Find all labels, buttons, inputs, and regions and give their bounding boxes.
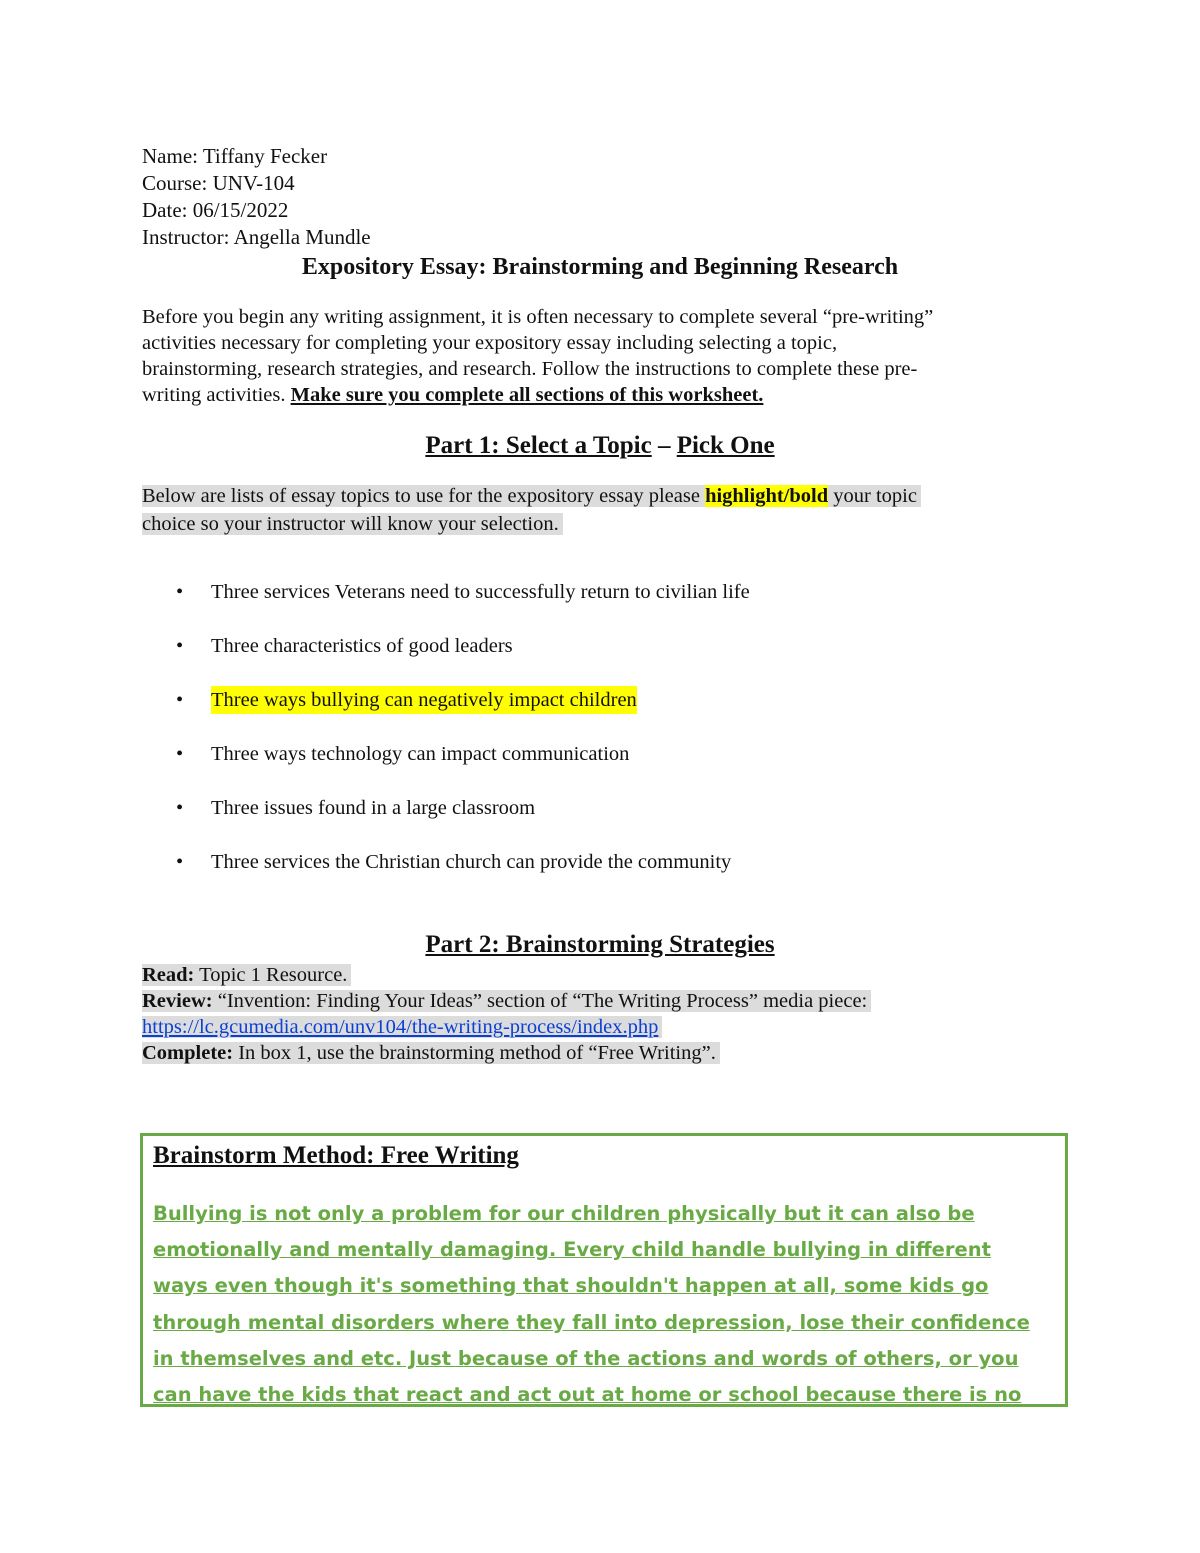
instruction-pre: Below are lists of essay topics to use for the expository essay please: [142, 485, 706, 507]
intro-line: brainstorming, research strategies, and research. Follow the instructions to complete these pre-: [142, 358, 918, 380]
free-writing-box: [140, 1133, 1068, 1407]
topic-text: Three issues found in a large classroom: [211, 797, 536, 819]
part1-instruction: [142, 482, 921, 538]
free-writing-line: emotionally and mentally damaging. Every child handle bullying in different: [153, 1238, 991, 1262]
intro-emphasis: Make sure you complete all sections of this worksheet.: [290, 384, 764, 406]
bullet-icon: •: [176, 797, 184, 819]
intro-line: [142, 382, 1062, 408]
course: Course: UNV-104: [142, 171, 295, 195]
free-writing-text: [153, 1196, 1058, 1407]
read-text: Topic 1 Resource.: [194, 964, 348, 986]
review-text: “Invention: Finding Your Ideas” section of “The Writing Process” media piece:: [212, 990, 868, 1012]
free-writing-line: ways even though it's something that shouldn't happen at all, some kids go: [153, 1274, 989, 1298]
bullet-icon: •: [176, 581, 184, 603]
intro-paragraph: [142, 304, 1062, 408]
part2-heading: [0, 929, 1200, 961]
topic-text-selected: Three ways bullying can negatively impact children: [211, 686, 637, 714]
topic-text: Three ways technology can impact communication: [211, 743, 630, 765]
instructor: Instructor: Angella Mundle: [142, 225, 371, 249]
intro-last-text: writing activities.: [142, 384, 291, 406]
topic-text: Three services the Christian church can provide the community: [211, 851, 732, 873]
read-label: Read:: [142, 964, 195, 986]
instruction-line2: choice so your instructor will know your selection.: [142, 513, 563, 535]
bullet-icon: •: [176, 851, 184, 873]
intro-line: activities necessary for completing your expository essay including selecting a topic,: [142, 332, 838, 354]
part2-instructions: [142, 962, 871, 1066]
free-writing-line: can have the kids that react and act out at home or school because there is no: [153, 1383, 1022, 1407]
intro-line: Before you begin any writing assignment, it is often necessary to complete several “pre-writing”: [142, 306, 934, 328]
part1-heading-a: Part 1: Select a Topic: [425, 432, 652, 459]
instruction-highlight: highlight/bold: [705, 485, 829, 507]
topic-text: Three services Veterans need to successfully return to civilian life: [211, 581, 750, 603]
bullet-icon: •: [176, 635, 184, 657]
part1-heading: [0, 430, 1200, 462]
part1-heading-b: Pick One: [676, 432, 775, 459]
complete-label: Complete:: [142, 1042, 234, 1064]
date: Date: 06/15/2022: [142, 198, 289, 222]
free-writing-line: Bullying is not only a problem for our children physically but it can also be: [153, 1202, 975, 1225]
topic-text: Three characteristics of good leaders: [211, 635, 513, 657]
part2-heading-text: Part 2: Brainstorming Strategies: [425, 931, 775, 958]
part1-heading-sep: –: [651, 432, 677, 459]
review-label: Review:: [142, 990, 213, 1012]
box-title: Brainstorm Method: Free Writing: [153, 1142, 519, 1169]
instruction-post: your topic: [828, 485, 917, 507]
student-name: Name: Tiffany Fecker: [142, 144, 328, 168]
complete-text: In box 1, use the brainstorming method of “Free Writing”.: [233, 1042, 716, 1064]
free-writing-line: through mental disorders where they fall into depression, lose their confidence: [153, 1310, 1030, 1334]
document-title: Expository Essay: Brainstorming and Beginning Research: [301, 254, 899, 280]
bullet-icon: •: [176, 689, 184, 711]
free-writing-line: in themselves and etc. Just because of the actions and words of others, or you: [153, 1346, 1019, 1370]
bullet-icon: •: [176, 743, 184, 765]
writing-process-link[interactable]: https://lc.gcumedia.com/unv104/the-writing-process/index.php: [142, 1016, 659, 1038]
